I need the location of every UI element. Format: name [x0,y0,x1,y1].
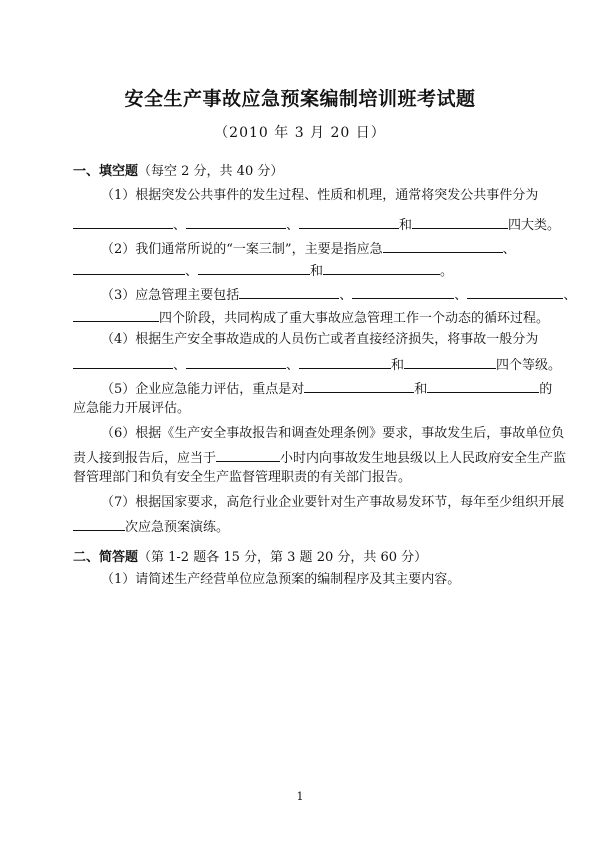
q5-line-1 [101,378,552,399]
blank[interactable] [73,516,125,531]
section-1-heading [73,160,283,179]
q6-line-3: 督管理部门和负有安全生产监督管理职责的有关部门报告。 [73,470,412,485]
section-1-note: （每空 2 分，共 40 分） [138,164,284,179]
blank[interactable] [73,260,185,275]
q1-line-2 [73,214,560,235]
question-end: 次应急预案演练。 [125,520,230,535]
question-end: 。 [440,264,454,279]
question-text: （2）我们通常所说的“一案三制”，主要是指应急 [101,242,383,257]
separator: 、 [286,358,300,373]
question-end: 四个阶段，共同构成了重大事故应急管理工作一个动态的循环过程。 [159,311,550,326]
blank[interactable] [299,354,391,369]
question-text: 责人接到报告后，应当于 [73,451,217,466]
q3-line-1 [101,284,576,305]
q2-line-2 [73,260,453,281]
blank[interactable] [383,238,503,253]
blank[interactable] [239,284,339,299]
separator: 的 [539,382,553,397]
q4-line-1: （4）根据生产安全事故造成的人员伤亡或者直接经济损失，将事故一般分为 [101,332,539,347]
question-text: （3）应急管理主要包括 [101,288,240,303]
separator: 、 [185,264,199,279]
section-2-title: 二、简答题 [73,550,139,565]
blank[interactable] [186,214,286,229]
separator: 、 [173,218,187,233]
blank[interactable] [198,260,310,275]
q1-line-1: （1）根据突发公共事件的发生过程、性质和机理，通常将突发公共事件分为 [101,188,539,203]
blank[interactable] [73,354,173,369]
blank[interactable] [73,307,159,322]
section-2-note: （第 1-2 题各 15 分，第 3 题 20 分，共 60 分） [138,550,428,565]
separator: 、 [339,288,353,303]
separator: 和 [414,382,428,397]
s2-q1: （1）请简述生产经营单位应急预案的编制程序及其主要内容。 [101,572,461,587]
question-end: 四个等级。 [496,358,562,373]
section-1-title: 一、填空题 [73,164,139,179]
blank[interactable] [304,378,414,393]
page-number: 1 [296,790,304,803]
blank[interactable] [467,284,563,299]
separator: 和 [399,218,413,233]
blank[interactable] [323,260,440,275]
q6-line-1: （6）根据《生产安全事故报告和调查处理条例》要求，事故发生后，事故单位负 [101,426,565,441]
blank[interactable] [404,354,496,369]
q4-line-2 [73,354,561,375]
question-end: 四大类。 [508,218,561,233]
question-text: （5）企业应急能力评估，重点是对 [101,382,305,397]
q7-line-1: （7）根据国家要求，高危行业企业要针对生产事故易发环节，每年至少组织开展 [101,495,565,510]
separator: 、 [286,218,300,233]
blank[interactable] [412,214,508,229]
blank[interactable] [73,214,173,229]
separator: 、 [563,288,577,303]
separator: 、 [502,242,516,257]
q7-line-2 [73,516,229,537]
separator: 和 [310,264,324,279]
blank[interactable] [299,214,399,229]
q3-line-2 [73,307,549,328]
exam-date: （2010 年 3 月 20 日） [214,125,386,141]
q5-line-2: 应急能力开展评估。 [73,401,191,416]
q2-line-1 [101,238,516,259]
separator: 和 [391,358,405,373]
section-2-heading [73,546,427,565]
blank[interactable] [427,378,539,393]
separator: 、 [454,288,468,303]
exam-title: 安全生产事故应急预案编制培训班考试题 [124,88,476,110]
q6-line-2 [73,447,566,468]
separator: 、 [173,358,187,373]
blank[interactable] [186,354,286,369]
blank[interactable] [216,447,280,462]
blank[interactable] [352,284,454,299]
question-text: 小时内向事故发生地县级以上人民政府安全生产监 [280,451,567,466]
